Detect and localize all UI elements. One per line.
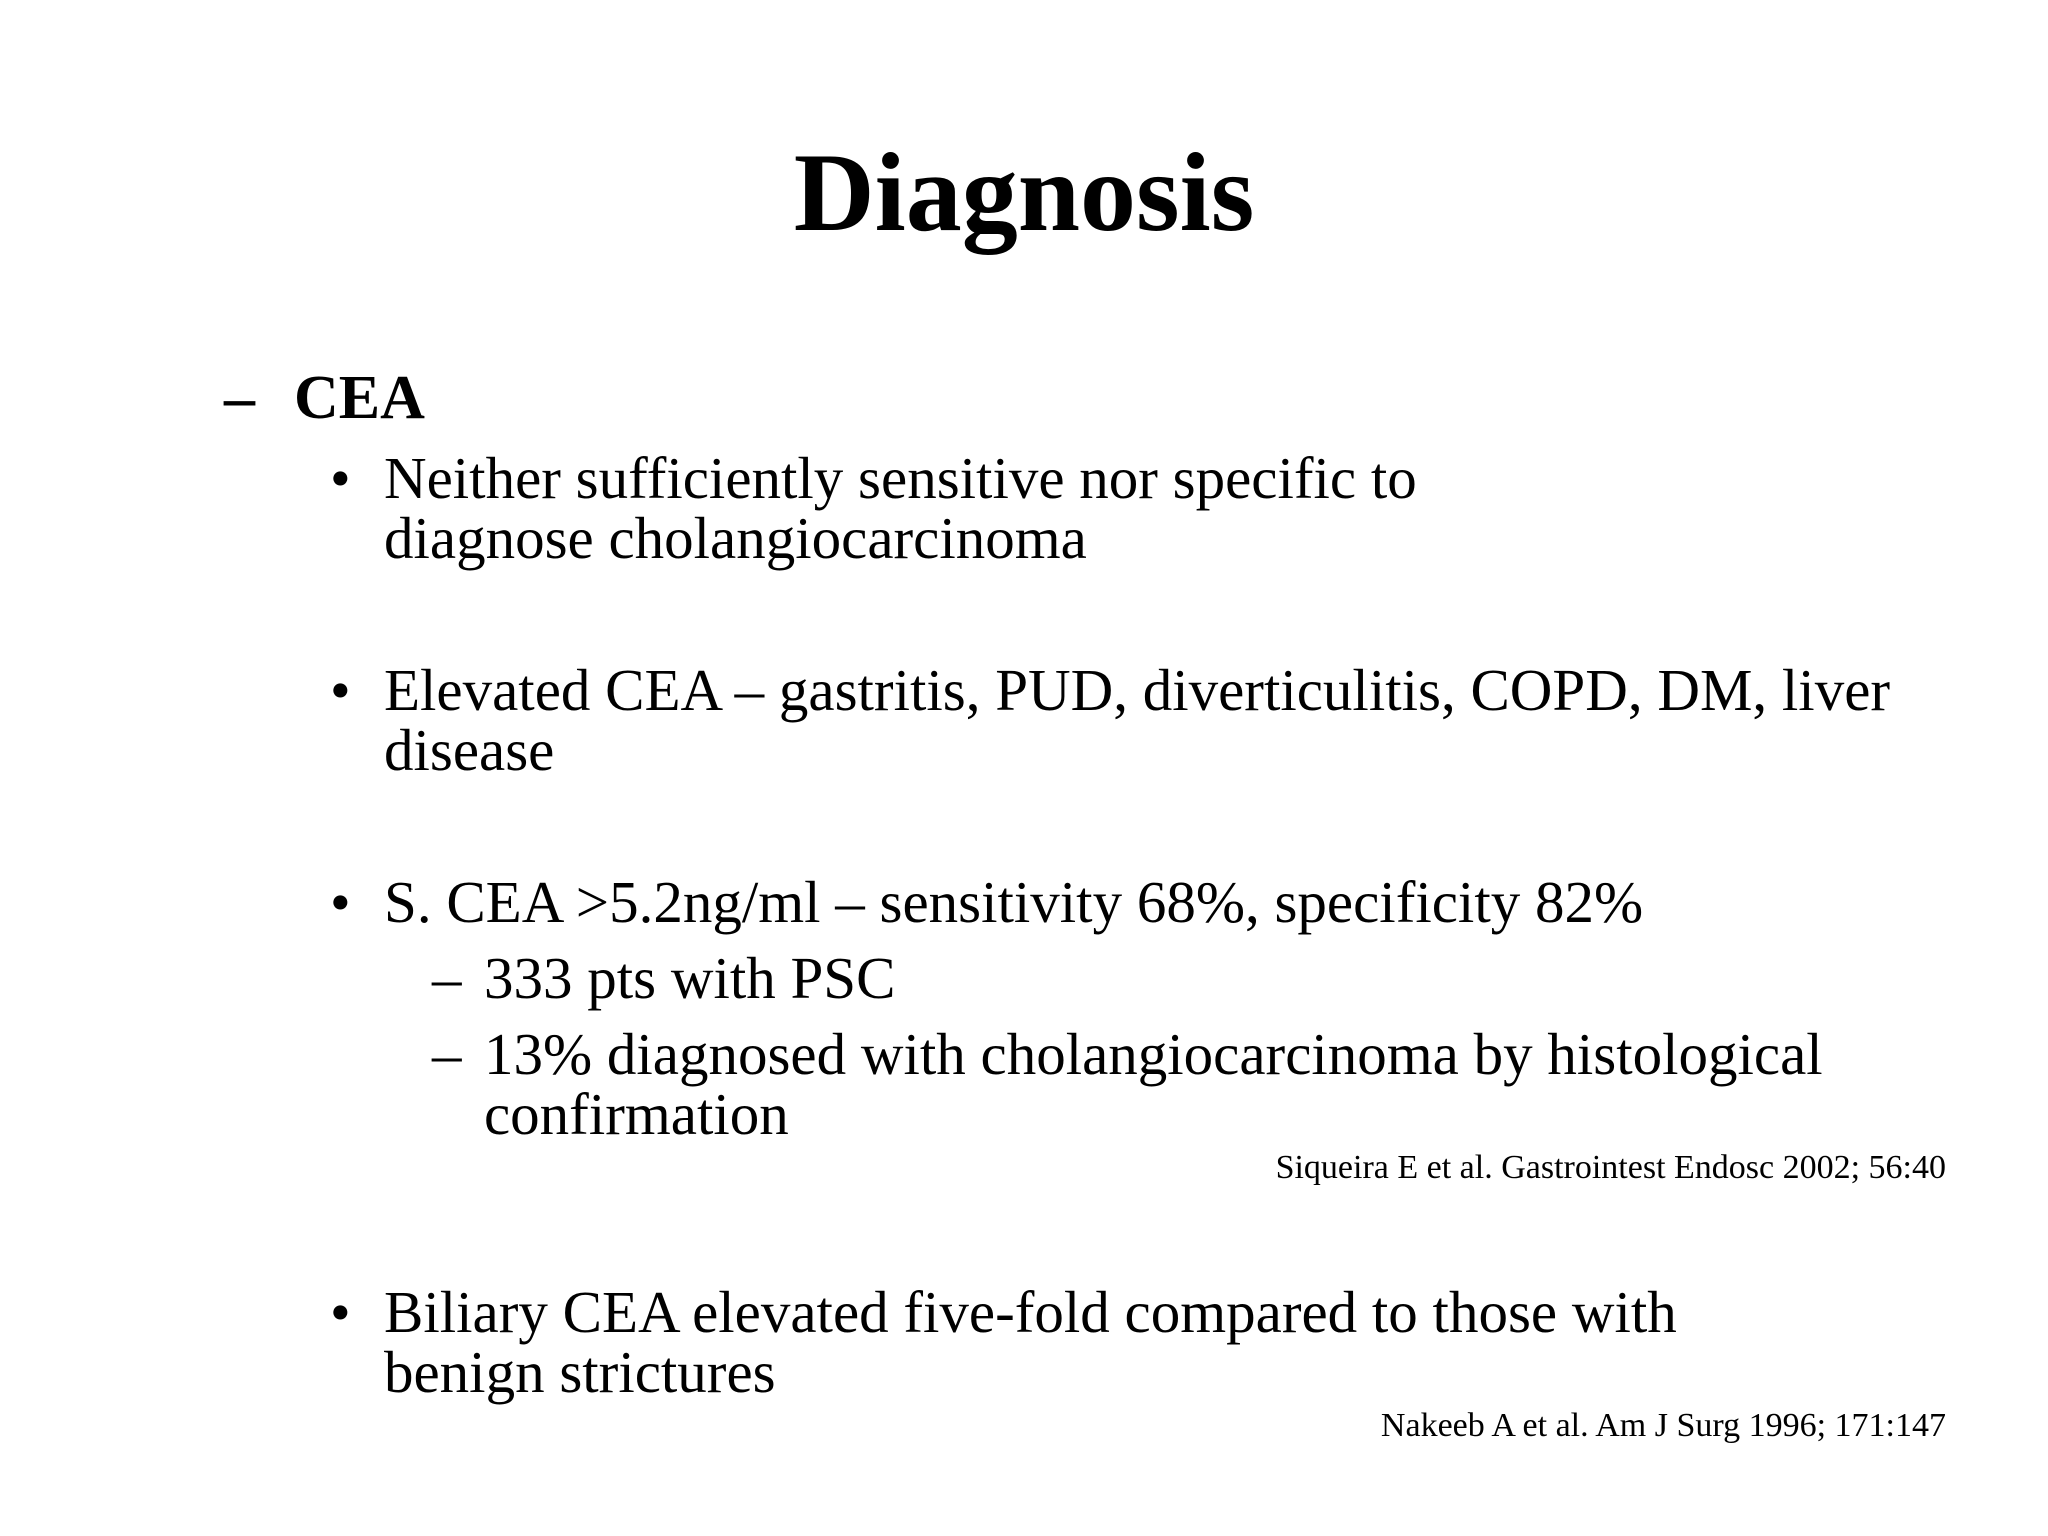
bullet-text: Neither sufficiently sensitive nor specific to diagnose cholangiocarcinoma	[384, 445, 1417, 571]
sub-item-text: 13% diagnosed with cholangiocarcinoma by histological confirmation	[484, 1021, 1823, 1147]
bullet-marker: •	[330, 1279, 351, 1345]
bullet-marker: •	[330, 869, 351, 935]
bullet-text: Elevated CEA – gastritis, PUD, diverticulitis, COPD, DM, liver disease	[384, 657, 1891, 783]
reference-citation: Nakeeb A et al. Am J Surg 1996; 171:147	[1380, 1407, 1946, 1444]
sub-item-text: 333 pts with PSC	[484, 945, 896, 1011]
bullet-text: Biliary CEA elevated five-fold compared to those with benign strictures	[384, 1279, 1677, 1405]
reference-citation: Siqueira E et al. Gastrointest Endosc 2002; 56:40	[1275, 1149, 1946, 1186]
bullet-text: S. CEA >5.2ng/ml – sensitivity 68%, specificity 82%	[384, 869, 1644, 935]
heading-label: CEA	[294, 364, 425, 432]
bullet-marker: •	[330, 445, 351, 511]
dash-marker: –	[432, 1021, 462, 1087]
dash-marker: –	[224, 364, 255, 432]
bullet-marker: •	[330, 657, 351, 723]
dash-marker: –	[432, 945, 462, 1011]
slide-title: Diagnosis	[793, 131, 1255, 255]
